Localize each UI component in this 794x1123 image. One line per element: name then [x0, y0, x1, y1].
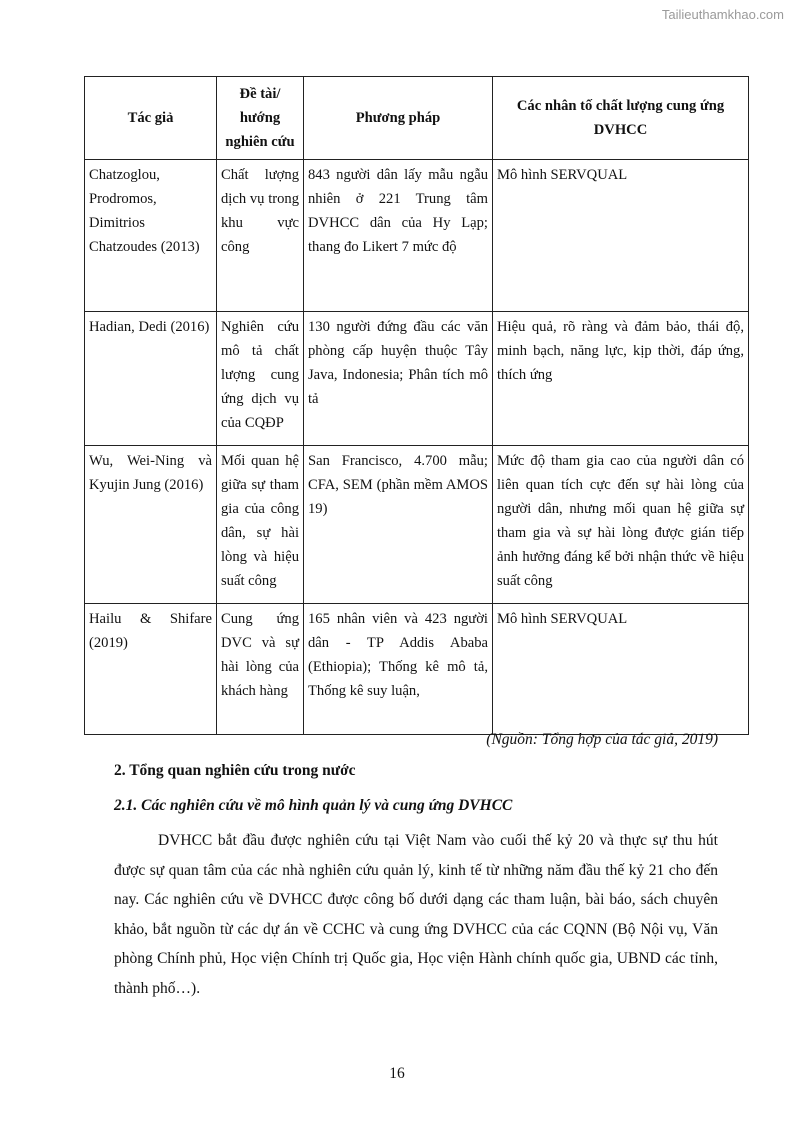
cell-topic: Mối quan hệ giữa sự tham gia của công dân, sự hài lòng và hiệu suất công	[217, 446, 304, 604]
cell-factors: Mô hình SERVQUAL	[493, 160, 749, 312]
header-topic: Đề tài/ hướng nghiên cứu	[217, 77, 304, 160]
cell-topic: Nghiên cứu mô tả chất lượng cung ứng dịch vụ của CQĐP	[217, 312, 304, 446]
cell-factors: Mức độ tham gia cao của người dân có liên quan tích cực đến sự hài lòng của người dân, nhưng mối quan hệ giữa sự tham gia và sự hài lòng được gián tiếp ảnh hưởng đáng kể bởi nhận thức về hiệu suất công	[493, 446, 749, 604]
subsection-heading: 2.1. Các nghiên cứu về mô hình quản lý và cung ứng DVHCC	[114, 797, 513, 814]
cell-method: 843 người dân lấy mẫu ngẫu nhiên ở 221 Trung tâm DVHCC dân của Hy Lạp; thang đo Likert 7 mức độ	[304, 160, 493, 312]
cell-factors: Hiệu quả, rõ ràng và đảm bảo, thái độ, minh bạch, năng lực, kịp thời, đáp ứng, thích ứng	[493, 312, 749, 446]
cell-author: Hadian, Dedi (2016)	[85, 312, 217, 446]
cell-topic: Chất lượng dịch vụ trong khu vực công	[217, 160, 304, 312]
cell-topic: Cung ứng DVC và sự hài lòng của khách hàng	[217, 604, 304, 735]
watermark: Tailieuthamkhao.com	[661, 7, 784, 22]
cell-method: San Francisco, 4.700 mẫu; CFA, SEM (phần mềm AMOS 19)	[304, 446, 493, 604]
table-row	[85, 312, 749, 446]
header-author: Tác giả	[85, 77, 217, 160]
body-paragraph: DVHCC bắt đầu được nghiên cứu tại Việt Nam vào cuối thế kỷ 20 và thực sự thu hút được sự quan tâm của các nhà nghiên cứu quản lý, kinh tế từ những năm đầu thế kỷ 21 cho đến nay. Các nghiên cứu về DVHCC được công bố dưới dạng các tham luận, bài báo, sách chuyên khảo, bắt nguồn từ các dự án về CCHC và cung ứng DVHCC của các CQNN (Bộ Nội vụ, Văn phòng Chính phủ, Học viện Chính trị Quốc gia, Học viện Hành chính quốc gia, UBND các tỉnh, thành phố…).	[114, 832, 718, 997]
cell-author: Hailu & Shifare (2019)	[85, 604, 217, 735]
cell-method: 165 nhân viên và 423 người dân - TP Addis Ababa (Ethiopia); Thống kê mô tả, Thống kê suy luận,	[304, 604, 493, 735]
table-row	[85, 604, 749, 735]
cell-factors: Mô hình SERVQUAL	[493, 604, 749, 735]
header-factors: Các nhân tố chất lượng cung ứng DVHCC	[493, 77, 749, 160]
table-source-note: (Nguồn: Tổng hợp của tác giả, 2019)	[486, 731, 718, 748]
literature-table	[84, 76, 749, 735]
page-number: 16	[389, 1065, 405, 1082]
cell-method: 130 người đứng đầu các văn phòng cấp huyện thuộc Tây Java, Indonesia; Phân tích mô tả	[304, 312, 493, 446]
header-method: Phương pháp	[304, 77, 493, 160]
cell-author: Chatzoglou, Prodromos, Dimitrios Chatzoudes (2013)	[85, 160, 217, 312]
table-row	[85, 446, 749, 604]
table-header-row	[85, 77, 749, 160]
section-heading: 2. Tổng quan nghiên cứu trong nước	[114, 762, 356, 779]
cell-author: Wu, Wei-Ning và Kyujin Jung (2016)	[85, 446, 217, 604]
table-row	[85, 160, 749, 312]
